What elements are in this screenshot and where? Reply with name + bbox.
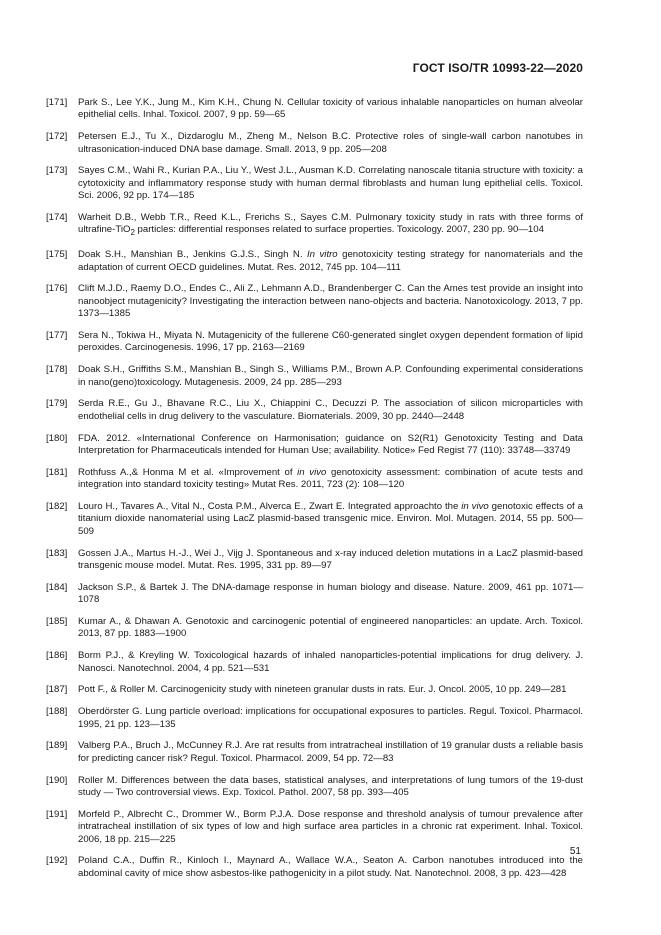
reference-text: Park S., Lee Y.K., Jung M., Kim K.H., Chung N. Cellular toxicity of various inhalable nanoparticles on human alveolar epithelial cells. Inhal. Toxicol. 2007, 9 pp. 59—65: [78, 97, 583, 121]
page-header: ГОСТ ISO/TR 10993-22—2020: [412, 61, 583, 75]
italic-text: in vivo: [297, 466, 327, 478]
reference-text: Sayes C.M., Wahi R., Kurian P.A., Liu Y., West J.L., Ausman K.D. Correlating nanoscale titania structure with toxicity: a cytotoxicity and inflammatory response study with human dermal fibroblasts and human lung epithelial cells. Toxicol. Sci. 2006, 92 pp. 174—185: [78, 165, 583, 202]
reference-text: Oberdörster G. Lung particle overload: implications for occupational exposures to particles. Regul. Toxicol. Pharmacol. 1995, 21 pp. 123—135: [78, 706, 583, 730]
reference-number: [174]: [46, 212, 68, 224]
reference-text: Clift M.J.D., Raemy D.O., Endes C., Ali Z., Lehmann A.D., Brandenberger C. Can the Ames test provide an insight into nanoobject mutagenicity? Investigating the interaction between nano-objects and bacteria. Nanotoxicology. 2013, 7 pp. 1373—1385: [78, 283, 583, 320]
reference-number: [188]: [46, 706, 68, 718]
page-number: 51: [569, 846, 581, 857]
reference-text: FDA. 2012. «International Conference on Harmonisation; guidance on S2(R1) Genotoxicity Testing and Data Interpretation for Pharmaceuticals intended for Human Use; availability. Notice» Fed Regist 77 (110): 33748—33749: [78, 432, 583, 456]
reference-text: Petersen E.J., Tu X., Dizdaroglu M., Zheng M., Nelson B.C. Protective roles of single-wall carbon nanotubes in ultrasonication-induced DNA base damage. Small. 2013, 9 pp. 205—208: [78, 131, 583, 155]
reference-text-part: Warheit D.B., Webb T.R., Reed K.L., Frerichs S., Sayes C.M. Pulmonary toxicity study in rats with three forms of ultrafine-TiO: [78, 212, 583, 236]
reference-text: Valberg P.A., Bruch J., McCunney R.J. Are rat results from intratracheal instillation of 19 granular dusts a reliable basis for predicting cancer risk? Regul. Toxicol. Pharmacol. 2009, 54 pp. 72—83: [78, 740, 583, 764]
reference-item: [46, 548, 583, 573]
reference-text: Kumar A., & Dhawan A. Genotoxic and carcinogenic potential of engineered nanoparticles: an update. Arch. Toxicol. 2013, 87 pp. 1883—1900: [78, 615, 583, 640]
reference-item: [46, 706, 583, 731]
reference-item: [46, 283, 583, 320]
reference-text: Borm P.J., & Kreyling W. Toxicological hazards of inhaled nanoparticles-potential implications for drug delivery. J. Nanosci. Nanotechnol. 2004, 4 pp. 521—531: [78, 650, 583, 674]
reference-text-part: genotoxicity testing strategy for nanomaterials and the adaptation of current OECD guidelines. Mutat. Res. 2012, 745 pp. 104—111: [78, 249, 583, 273]
reference-number: [183]: [46, 547, 68, 559]
reference-item: [46, 501, 583, 538]
reference-text: Roller M. Differences between the data bases, statistical analyses, and interpretations of lung tumors of the 19-dust study — Two controversial views. Exp. Toxicol. Pathol. 2007, 58 pp. 393—405: [78, 774, 583, 798]
reference-number: [184]: [46, 581, 68, 593]
reference-number: [177]: [46, 329, 68, 341]
reference-item: [46, 684, 583, 696]
reference-item: [46, 249, 583, 274]
reference-number: [186]: [46, 650, 68, 662]
reference-text: Sera N., Tokiwa H., Miyata N. Mutagenicity of the fullerene C60-generated singlet oxygen dependent formation of lipid peroxides. Carcinogenesis. 1996, 17 pp. 2163—2169: [78, 329, 583, 354]
reference-text: Serda R.E., Gu J., Bhavane R.C., Liu X., Chiappini C., Decuzzi P. The association of silicon microparticles with endothelial cells in drug delivery to the vasculature. Biomaterials. 2009, 30 pp. 2440—2448: [78, 398, 583, 422]
reference-text-part: genotoxicity assessment: combination of acute tests and integration into standard toxicity testing» Mutat Res. 2011, 723 (2): 108—120: [78, 466, 583, 491]
reference-number: [176]: [46, 283, 68, 295]
reference-item: [46, 650, 583, 675]
reference-item: [46, 212, 583, 240]
reference-number: [178]: [46, 364, 68, 376]
reference-text-part: Rothfuss A.,& Honma M et al. «Improvement of: [78, 466, 298, 478]
reference-text: Jackson S.P., & Bartek J. The DNA-damage response in human biology and disease. Nature. 2009, 461 pp. 1071—1078: [78, 581, 583, 606]
reference-text: [78, 212, 583, 240]
italic-text: in vivo: [461, 500, 489, 512]
reference-text: [78, 249, 583, 274]
reference-number: [181]: [46, 466, 68, 478]
reference-number: [182]: [46, 500, 68, 512]
reference-text: [78, 467, 583, 492]
subscript-text: 2: [130, 228, 135, 238]
reference-item: [46, 330, 583, 355]
reference-number: [179]: [46, 398, 68, 410]
reference-number: [191]: [46, 808, 68, 820]
reference-item: [46, 364, 583, 389]
reference-number: [192]: [46, 855, 68, 867]
reference-item: [46, 775, 583, 800]
reference-text: Doak S.H., Griffiths S.M., Manshian B., Singh S., Williams P.M., Brown A.P. Confounding experimental considerations in nano(geno)toxicology. Mutagenesis. 2009, 24 pp. 285—293: [78, 364, 583, 388]
reference-text-part: particles: differential responses related to surface properties. Toxicology. 2007, 230 pp. 90—104: [134, 224, 544, 236]
reference-item: [46, 165, 583, 202]
reference-number: [185]: [46, 615, 68, 627]
reference-text: Poland C.A., Duffin R., Kinloch I., Maynard A., Wallace W.A., Seaton A. Carbon nanotubes introduced into the abdominal cavity of mice show asbestos-like pathogenicity in a pilot study. Nat. Nanotechnol. 2008, 3 pp. 423—428: [78, 855, 583, 879]
reference-text-part: Doak S.H., Manshian B., Jenkins G.J.S., Singh N.: [78, 249, 308, 261]
reference-item: [46, 740, 583, 765]
reference-number: [171]: [46, 97, 68, 108]
reference-number: [187]: [46, 684, 68, 696]
reference-item: [46, 855, 583, 880]
italic-text: In vitro: [307, 249, 338, 261]
reference-text-part: Louro H., Tavares A., Vital N., Costa P.M., Alverca E., Zwart E. Integrated approachto the: [78, 500, 462, 512]
reference-item: [46, 398, 583, 423]
reference-text: [78, 501, 583, 538]
reference-item: [46, 809, 583, 846]
reference-item: [46, 616, 583, 641]
reference-text-part: genotoxic effects of a titanium dioxide nanomaterial using LacZ plasmid-based transgenic mice. Environ. Mol. Mutagen. 2014, 55 pp. 500—509: [78, 500, 583, 537]
reference-number: [180]: [46, 432, 68, 444]
reference-number: [173]: [46, 165, 68, 177]
reference-number: [175]: [46, 249, 68, 261]
reference-text: Morfeld P., Albrecht C., Drommer W., Borm P.J.A. Dose response and threshold analysis of tumour prevalence after intratracheal instillation of six types of low and high surface area particles in a chronic rat experiment. Inhal. Toxicol. 2006, 18 pp. 215—225: [78, 808, 583, 845]
reference-list: [46, 97, 583, 890]
reference-number: [190]: [46, 774, 68, 786]
reference-item: [46, 131, 583, 156]
reference-item: [46, 582, 583, 607]
reference-text: Gossen J.A., Martus H.-J., Wei J., Vijg J. Spontaneous and x-ray induced deletion mutations in a LacZ plasmid-based transgenic mouse model. Mutat. Res. 1995, 331 pp. 89—97: [78, 547, 583, 571]
reference-item: [46, 97, 583, 122]
reference-text: Pott F., & Roller M. Carcinogenicity study with nineteen granular dusts in rats. Eur. J. Oncol. 2005, 10 pp. 249—281: [78, 684, 567, 696]
reference-item: [46, 433, 583, 458]
reference-number: [172]: [46, 131, 68, 143]
reference-item: [46, 467, 583, 492]
reference-number: [189]: [46, 740, 68, 752]
